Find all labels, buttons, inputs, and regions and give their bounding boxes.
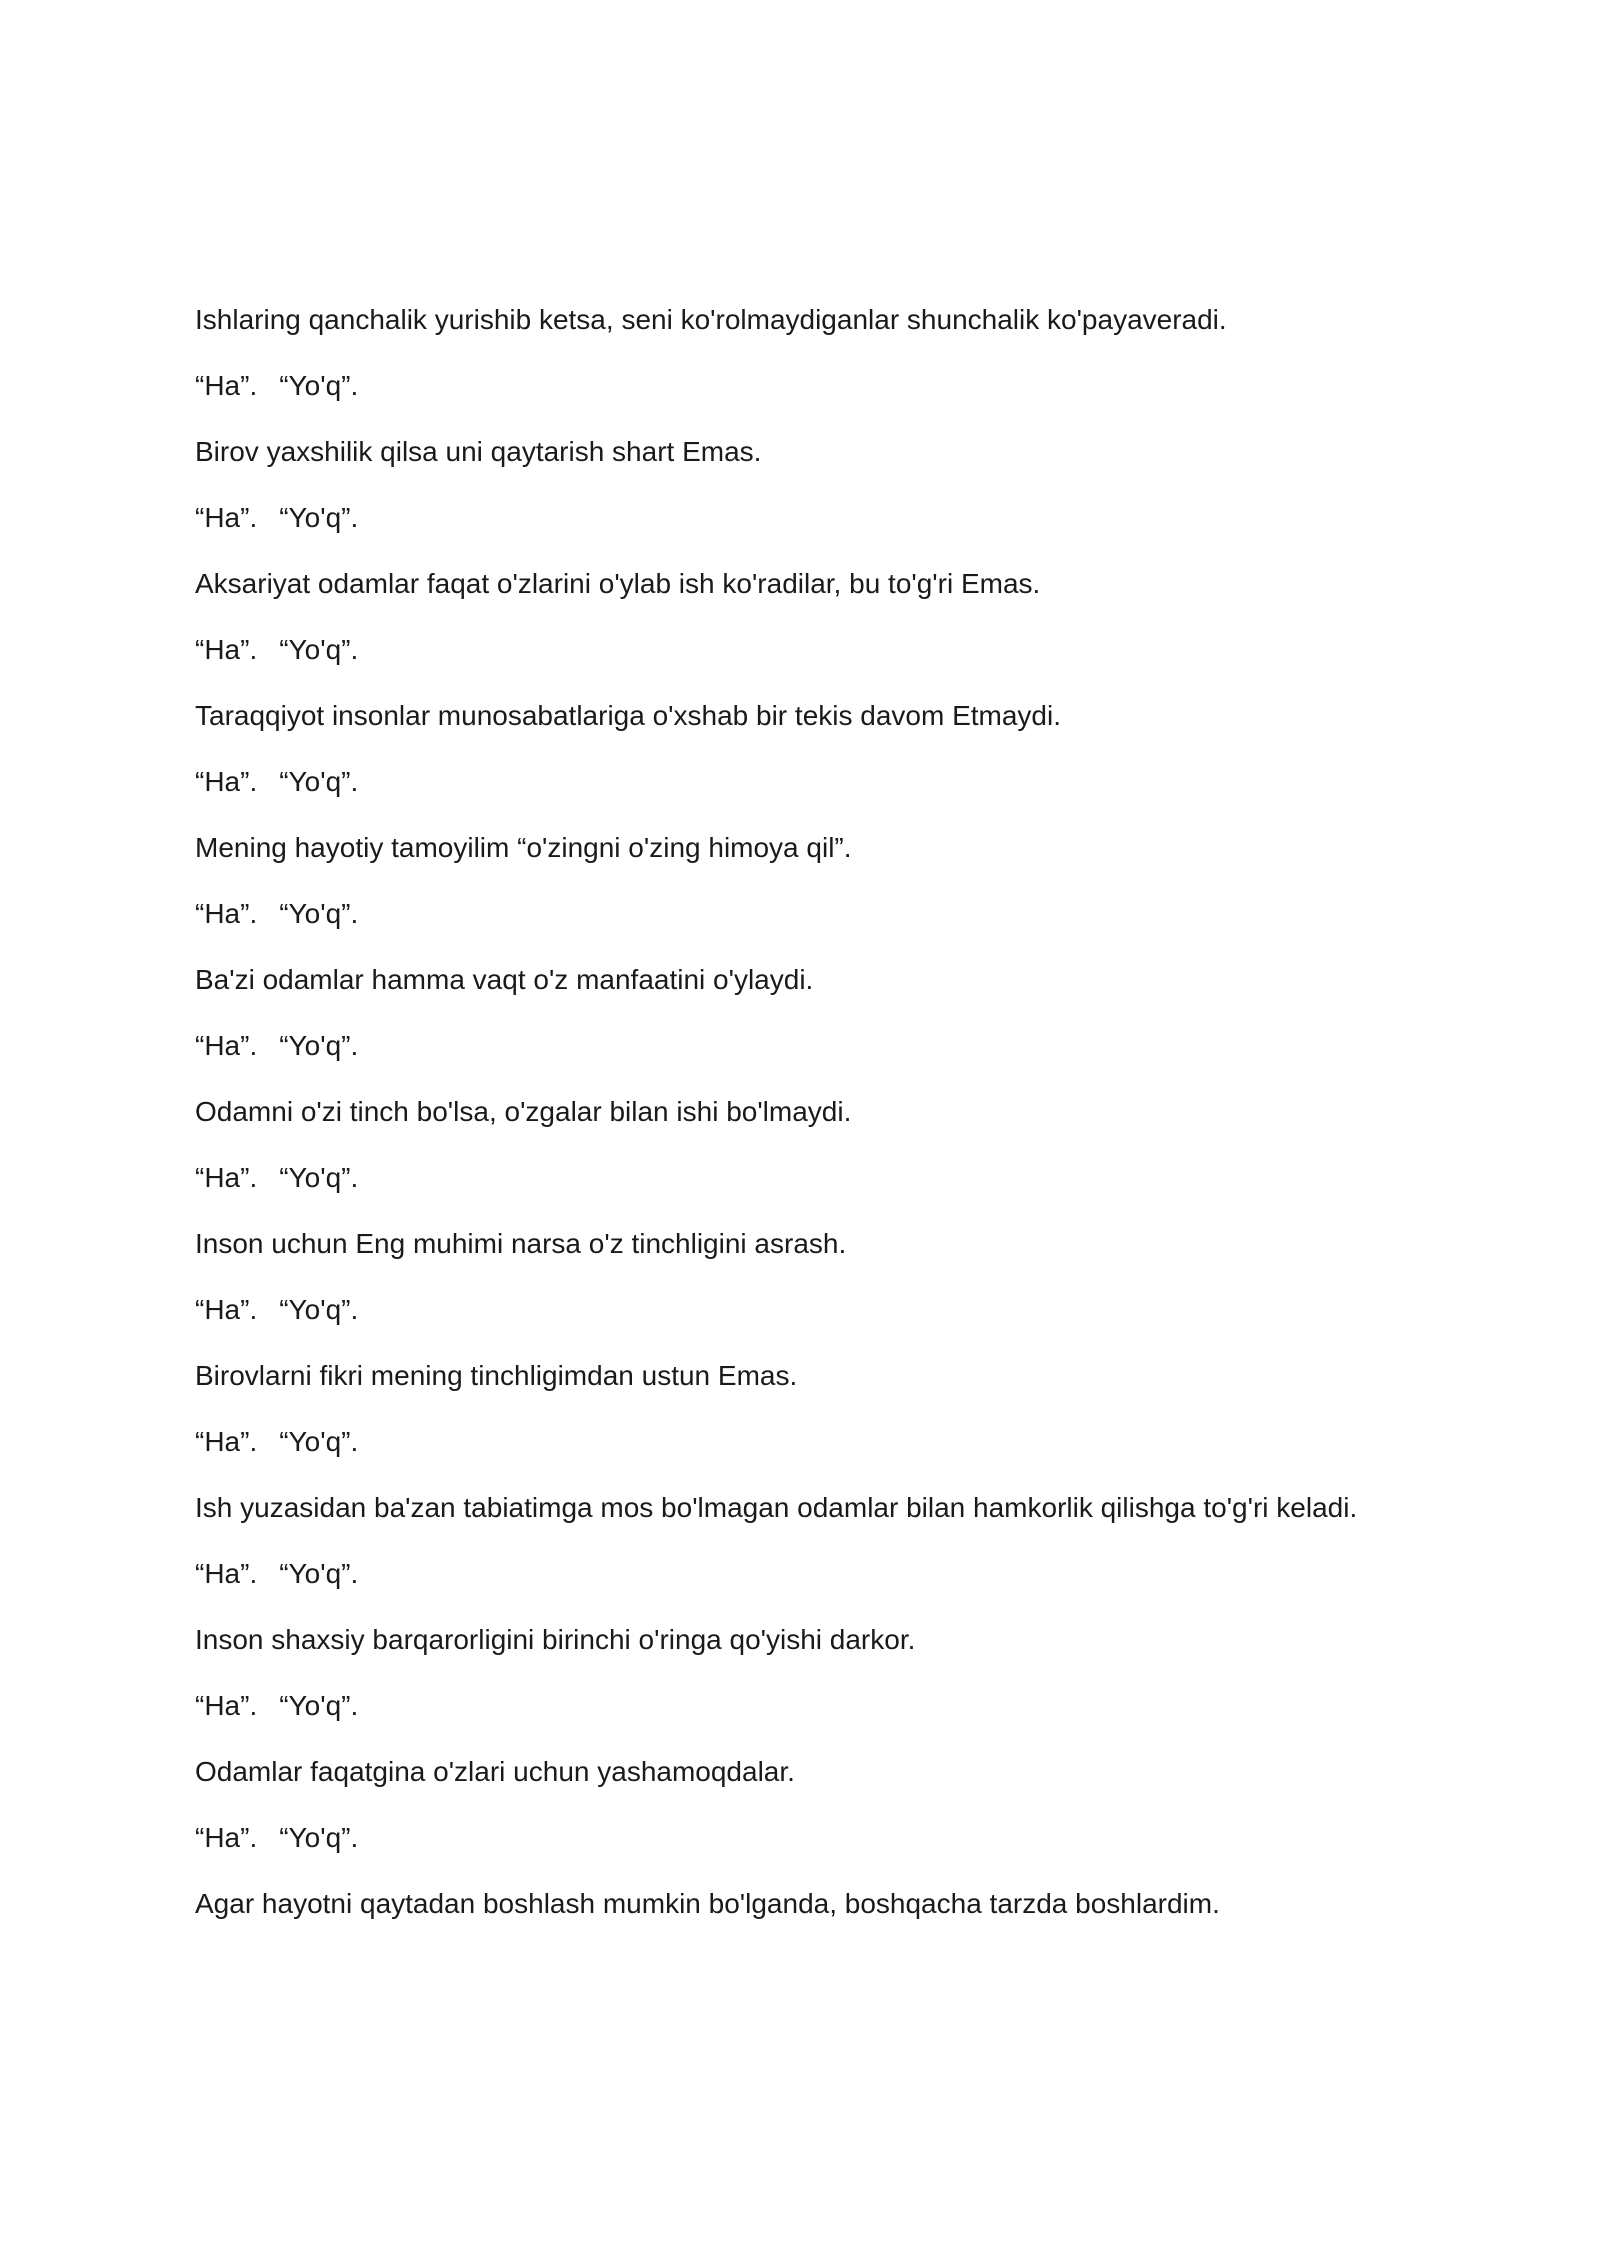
answer-no: “Yo'q”. bbox=[279, 1558, 359, 1589]
statement: Inson shaxsiy barqarorligini birinchi o'ringa qo'yishi darkor. bbox=[195, 1624, 916, 1655]
statement: Birov yaxshilik qilsa uni qaytarish shart Emas. bbox=[195, 436, 762, 467]
answer-yes: “Ha”. bbox=[195, 898, 258, 929]
answer-yes: “Ha”. bbox=[195, 370, 258, 401]
statement: Mening hayotiy tamoyilim “o'zingni o'zing himoya qil”. bbox=[195, 832, 852, 863]
statement: Taraqqiyot insonlar munosabatlariga o'xshab bir tekis davom Etmaydi. bbox=[195, 700, 1062, 731]
answer-yes: “Ha”. bbox=[195, 766, 258, 797]
answer-options bbox=[195, 1290, 1495, 1356]
answer-options bbox=[195, 630, 1495, 696]
statement: Birovlarni fikri mening tinchligimdan ustun Emas. bbox=[195, 1360, 798, 1391]
questionnaire bbox=[195, 300, 1495, 1950]
statement: Odamni o'zi tinch bo'lsa, o'zgalar bilan ishi bo'lmaydi. bbox=[195, 1096, 852, 1127]
statement: Aksariyat odamlar faqat o'zlarini o'ylab ish ko'radilar, bu to'g'ri Emas. bbox=[195, 568, 1041, 599]
answer-yes: “Ha”. bbox=[195, 1162, 258, 1193]
statement: Ishlaring qanchalik yurishib ketsa, seni ko'rolmaydiganlar shunchalik ko'payaveradi. bbox=[195, 304, 1227, 335]
answer-no: “Yo'q”. bbox=[279, 370, 359, 401]
answer-options bbox=[195, 1818, 1495, 1884]
answer-options bbox=[195, 894, 1495, 960]
answer-yes: “Ha”. bbox=[195, 1030, 258, 1061]
answer-options bbox=[195, 1422, 1495, 1488]
statement: Inson uchun Eng muhimi narsa o'z tinchligini asrash. bbox=[195, 1228, 847, 1259]
answer-yes: “Ha”. bbox=[195, 502, 258, 533]
answer-no: “Yo'q”. bbox=[279, 1426, 359, 1457]
answer-yes: “Ha”. bbox=[195, 1294, 258, 1325]
answer-yes: “Ha”. bbox=[195, 1822, 258, 1853]
statement: Odamlar faqatgina o'zlari uchun yashamoqdalar. bbox=[195, 1756, 795, 1787]
answer-no: “Yo'q”. bbox=[279, 1294, 359, 1325]
answer-no: “Yo'q”. bbox=[279, 898, 359, 929]
answer-options bbox=[195, 762, 1495, 828]
answer-no: “Yo'q”. bbox=[279, 502, 359, 533]
answer-options bbox=[195, 1026, 1495, 1092]
answer-yes: “Ha”. bbox=[195, 634, 258, 665]
answer-no: “Yo'q”. bbox=[279, 634, 359, 665]
answer-yes: “Ha”. bbox=[195, 1426, 258, 1457]
answer-options bbox=[195, 1158, 1495, 1224]
answer-options bbox=[195, 498, 1495, 564]
answer-no: “Yo'q”. bbox=[279, 1162, 359, 1193]
answer-options bbox=[195, 1554, 1495, 1620]
statement-last: Agar hayotni qaytadan boshlash mumkin bo'lganda, boshqacha tarzda boshlardim. bbox=[195, 1888, 1220, 1919]
statement: Ba'zi odamlar hamma vaqt o'z manfaatini o'ylaydi. bbox=[195, 964, 814, 995]
answer-options bbox=[195, 366, 1495, 432]
answer-options bbox=[195, 1686, 1495, 1752]
answer-no: “Yo'q”. bbox=[279, 1690, 359, 1721]
answer-yes: “Ha”. bbox=[195, 1558, 258, 1589]
answer-yes: “Ha”. bbox=[195, 1690, 258, 1721]
answer-no: “Yo'q”. bbox=[279, 766, 359, 797]
statement: Ish yuzasidan ba'zan tabiatimga mos bo'lmagan odamlar bilan hamkorlik qilishga to'g'ri keladi. bbox=[195, 1492, 1358, 1523]
answer-no: “Yo'q”. bbox=[279, 1030, 359, 1061]
answer-no: “Yo'q”. bbox=[279, 1822, 359, 1853]
